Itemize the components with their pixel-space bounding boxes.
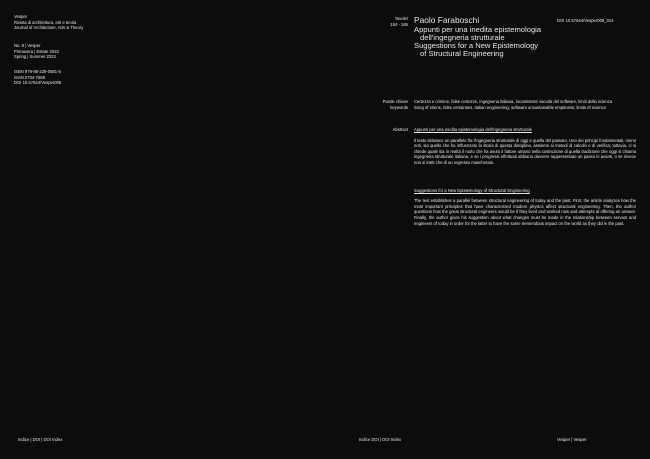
page-range <box>378 16 408 27</box>
abstract-text-it: Il testo istituisce un parallelo fra l'ingegneria strutturale di oggi e quella del passato. Uno dei principi fondamentali, meno noti, sia quello che ha influenzato la storia di questa disciplina, assieme ai metodi di calcolo e di verifica; tuttavia, ci si chiede quale sia in realtà il ruolo che ha avuto il fattore umano nella costruzione di quella tradizione che oggi si chiama ingegneria strutturale italiana, e se i progressi effettuati abbiano davvero rappresentato un passo in avanti, o se invece non si tratti che di un regresso mascherato. <box>414 137 636 165</box>
journal-info <box>14 14 134 31</box>
footer-right: Vesper | Vesper <box>557 437 587 442</box>
abstract-text-en: The text establishes a parallel between structural engineering of today and the past. First, the article analyzes how the most important principles that have characterized modern physics affect structural engineering. Then, the author questions how the great structural engineers would be if they lived and worked now and attempts at offering an answer. Finally, the author gives his suggestion about what changes must be made in the relationship between servant and engineers of today in order for the latter to have the same tremendous impact on the world as they did in the past. <box>414 198 636 226</box>
journal-doi: DOI 10.57644/Vesper008 <box>14 80 62 86</box>
page-range-value: 154 - 165 <box>390 21 408 27</box>
article-author: Paolo Faraboschi <box>414 15 480 25</box>
keywords-label <box>376 99 408 110</box>
issue-number: No. 8 | Vesper <box>14 43 41 48</box>
journal-subtitle: Rivista di architettura, arti e teoria <box>14 19 77 25</box>
issn: ISSN 2704-7598 <box>14 74 45 80</box>
title-en-line-2: of Structural Engineering <box>420 49 504 59</box>
abstract-label: Abstract <box>392 127 408 132</box>
issue-season-it: Primavera | Estate 2023 <box>14 48 59 54</box>
keywords-label-en: keywords <box>390 104 408 110</box>
keywords-label-it: Parole chiave <box>382 99 408 104</box>
abstract-heading-it: Appunti per una inedita epistemologia dell'ingegneria strutturale <box>414 127 532 132</box>
identifiers <box>14 69 134 86</box>
keywords <box>414 99 636 110</box>
article-title <box>414 26 574 59</box>
article-doi: DOI 10.57644/Vesper008_014 <box>557 18 614 23</box>
title-en-line-1: Suggestions for a New Epistemology <box>414 41 539 50</box>
issue-season-en: Spring | Summer 2023 <box>14 54 56 60</box>
abstract <box>414 127 636 226</box>
page-range-label: Tavole/ <box>394 16 408 21</box>
footer-left: Indice | DOI | DOI Index <box>18 437 63 442</box>
title-it-line-2: dell'ingegneria strutturale <box>420 32 505 42</box>
footer-middle: Indice DOI | DOI Index <box>359 437 402 442</box>
article-header <box>414 16 574 58</box>
abstract-heading-en: Suggestions for a New Epistemology of Structural Engineering <box>414 187 530 193</box>
issue-info <box>14 43 134 60</box>
journal-name: Vesper <box>14 14 28 19</box>
isbn: ISBN 979-88-229-0581-5 <box>14 69 61 74</box>
title-it-line-1: Appunti per una inedita epistemologia <box>414 24 542 34</box>
keywords-it: Certezza e crimine, false certezze, ingegneria italiana, incosistente vacuità del software, limiti della scienza <box>414 99 613 104</box>
keywords-en: Song of sirens, false certainties, Italian engineering, software unsustainable emptiness, limits of science <box>414 104 607 110</box>
journal-subtitle-en: Journal of Architecture, Arts & Theory <box>14 25 84 31</box>
